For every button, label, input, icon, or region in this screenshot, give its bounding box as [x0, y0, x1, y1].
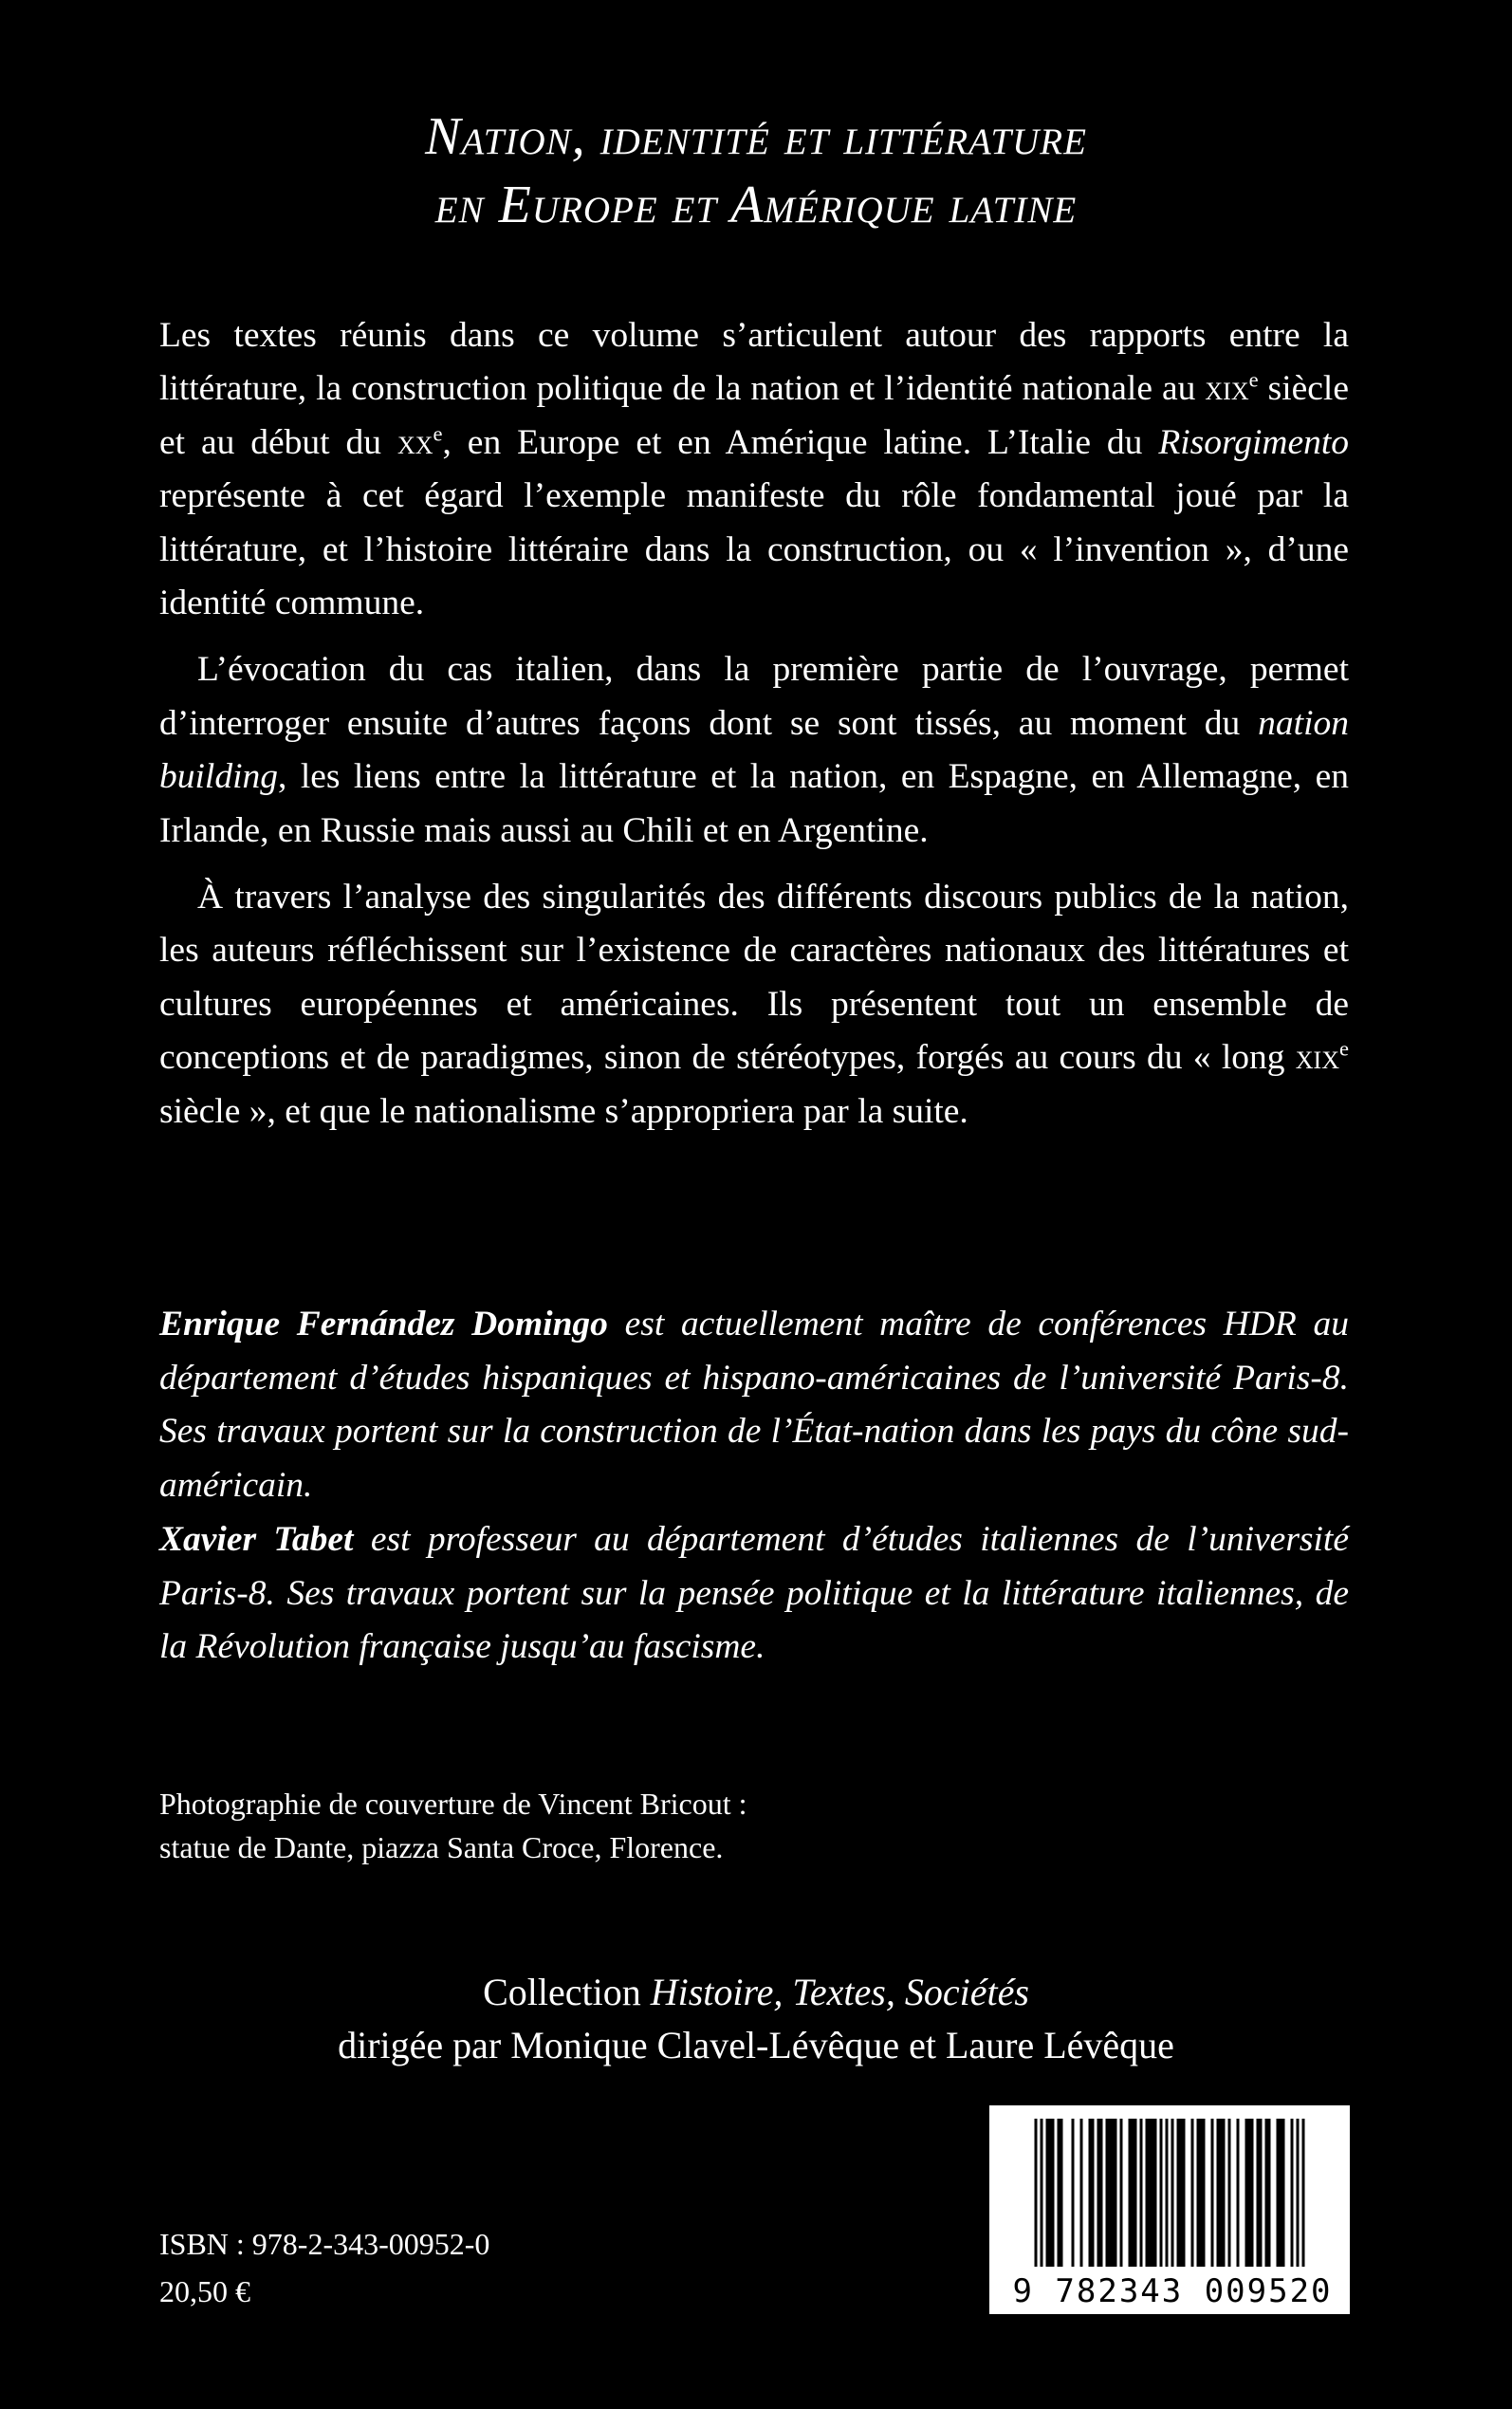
barcode-bar	[1112, 2119, 1115, 2267]
isbn-number: ISBN : 978-2-343-00952-0	[159, 2227, 490, 2261]
text-run: , les liens entre la littérature et la nation, en Espagne, en Allemagne, en Irlande, en Russie mais aussi au Chili et en Argentine.	[159, 757, 1349, 850]
barcode-bar	[1109, 2119, 1112, 2267]
barcode-bar	[1228, 2119, 1231, 2267]
superscript: e	[1339, 1036, 1349, 1061]
barcode-bar	[1089, 2119, 1092, 2267]
barcode-bar	[1140, 2119, 1143, 2267]
barcode-bar	[1146, 2119, 1149, 2267]
barcode-bar	[1183, 2119, 1186, 2267]
barcode-bar	[1092, 2119, 1095, 2267]
credit-line-1: Photographie de couverture de Vincent Bricout :	[159, 1787, 747, 1821]
author-description: est actuellement maître de conférences HDR au département d’études hispaniques et hispano-américaines de l’université Paris-8. Ses travaux portent sur la construction de l’État-nation dans les pays du cône sud-américain.	[159, 1305, 1349, 1505]
barcode-bar	[1220, 2119, 1223, 2267]
superscript: e	[1248, 367, 1259, 392]
collection-line-1	[161, 1966, 1351, 2019]
century-20: xx	[396, 422, 433, 462]
collection-directors: dirigée par Monique Clavel-Lévêque et Laure Lévêque	[338, 2024, 1174, 2066]
book-title	[161, 102, 1351, 239]
author-bio-2	[159, 1513, 1349, 1675]
blurb-paragraph-2	[159, 643, 1349, 858]
barcode-bar	[1223, 2119, 1226, 2267]
barcode-bar	[1191, 2119, 1194, 2267]
barcode-bar	[1265, 2119, 1268, 2267]
barcode-bar	[1277, 2119, 1280, 2267]
barcode-bar	[1120, 2119, 1123, 2267]
italic-term: nation building	[159, 703, 1349, 797]
barcode-bar	[1100, 2119, 1103, 2267]
century-19: xix	[1295, 1038, 1339, 1078]
barcode	[986, 2103, 1353, 2317]
barcode-bar	[1072, 2119, 1075, 2267]
price: 20,50 €	[159, 2274, 250, 2308]
barcode-bar	[1132, 2119, 1134, 2267]
isbn-block	[159, 2220, 489, 2315]
barcode-bar	[1097, 2119, 1100, 2267]
author-description: est professeur au département d’études italiennes de l’université Paris-8. Ses travaux portent sur la pensée politique et la littérature italiennes, de la Révolution française jusqu’au fascisme.	[159, 1520, 1349, 1666]
barcode-bar	[1260, 2119, 1263, 2267]
barcode-bar	[1257, 2119, 1260, 2267]
collection-prefix: Collection	[483, 1971, 651, 2013]
barcode-bar	[1106, 2119, 1109, 2267]
barcode-bar	[1217, 2119, 1220, 2267]
century-19: xix	[1205, 369, 1249, 409]
barcode-bar	[1297, 2119, 1300, 2267]
barcode-bar	[1049, 2119, 1052, 2267]
barcode-bar	[1200, 2119, 1203, 2267]
text-run: À travers l’analyse des singularités des différents discours publics de la nation, les auteurs réfléchissent sur l’existence de caractères nationaux des littératures et cultures européennes et américaines. Ils présentent tout un ensemble de conceptions et de paradigmes, sinon de stéréotypes, forgés au cours du « long	[159, 878, 1349, 1078]
credit-line-2: statue de Dante, piazza Santa Croce, Florence.	[159, 1830, 724, 1864]
blurb-paragraph-3	[159, 871, 1349, 1139]
barcode-bar	[1160, 2119, 1163, 2267]
barcode-bar	[1211, 2119, 1214, 2267]
barcode-bar	[1115, 2119, 1117, 2267]
barcode-bar	[1046, 2119, 1049, 2267]
barcode-bar	[1291, 2119, 1294, 2267]
barcode-bar	[1268, 2119, 1271, 2267]
barcode-bar	[1134, 2119, 1137, 2267]
barcode-bar	[1166, 2119, 1169, 2267]
barcode-bar	[1280, 2119, 1282, 2267]
barcode-bar	[1041, 2119, 1043, 2267]
blurb-paragraph-1	[159, 309, 1349, 630]
barcode-bar	[1248, 2119, 1251, 2267]
text-run: siècle et au début du	[159, 369, 1349, 462]
barcode-bar	[1282, 2119, 1285, 2267]
barcode-bar	[1154, 2119, 1157, 2267]
text-run: siècle », et que le nationalisme s’appropriera par la suite.	[159, 1091, 968, 1131]
collection-name: Histoire, Textes, Sociétés	[650, 1971, 1029, 2013]
barcode-bar	[1052, 2119, 1055, 2267]
barcode-bar	[1060, 2119, 1063, 2267]
author-name: Enrique Fernández Domingo	[159, 1305, 608, 1343]
author-name: Xavier Tabet	[159, 1520, 354, 1559]
barcode-bar	[1177, 2119, 1180, 2267]
barcode-bar	[1129, 2119, 1132, 2267]
barcode-bar	[1149, 2119, 1152, 2267]
barcode-bar	[1080, 2119, 1083, 2267]
text-run: représente à cet égard l’exemple manifeste du rôle fondamental joué par la littérature, et l’histoire littéraire dans la construction, ou « l’invention », d’une identité commune.	[159, 476, 1349, 623]
text-run: L’évocation du cas italien, dans la première partie de l’ouvrage, permet d’interroger ensuite d’autres façons dont se sont tissés, au moment du	[159, 650, 1349, 743]
title-line-1: Nation, identité et littérature	[425, 107, 1087, 166]
barcode-bar	[1302, 2119, 1305, 2267]
barcode-bar	[1171, 2119, 1174, 2267]
italic-term: Risorgimento	[1158, 422, 1350, 462]
barcode-bar	[1197, 2119, 1200, 2267]
collection-info	[161, 1966, 1351, 2072]
barcode-bar	[1180, 2119, 1183, 2267]
barcode-digits: 9 782343 009520	[1012, 2272, 1333, 2310]
photo-credit	[159, 1782, 1108, 1869]
barcode-bar	[1245, 2119, 1248, 2267]
author-bio-1	[159, 1298, 1349, 1512]
text-run: Les textes réunis dans ce volume s’articulent autour des rapports entre la littérature, la construction politique de la nation et l’identité nationale au	[159, 316, 1349, 409]
barcode-bar	[1237, 2119, 1240, 2267]
barcode-bar	[1058, 2119, 1060, 2267]
barcode-bar	[1152, 2119, 1154, 2267]
barcode-bar	[1203, 2119, 1206, 2267]
title-line-2: en Europe et Amérique latine	[434, 176, 1078, 234]
barcode-bar	[1251, 2119, 1254, 2267]
barcode-bars-icon	[989, 2105, 1350, 2276]
text-run: , en Europe et en Amérique latine. L’Italie du	[442, 422, 1159, 462]
superscript: e	[433, 421, 443, 446]
blurb	[159, 309, 1349, 1139]
barcode-bar	[1035, 2119, 1038, 2267]
